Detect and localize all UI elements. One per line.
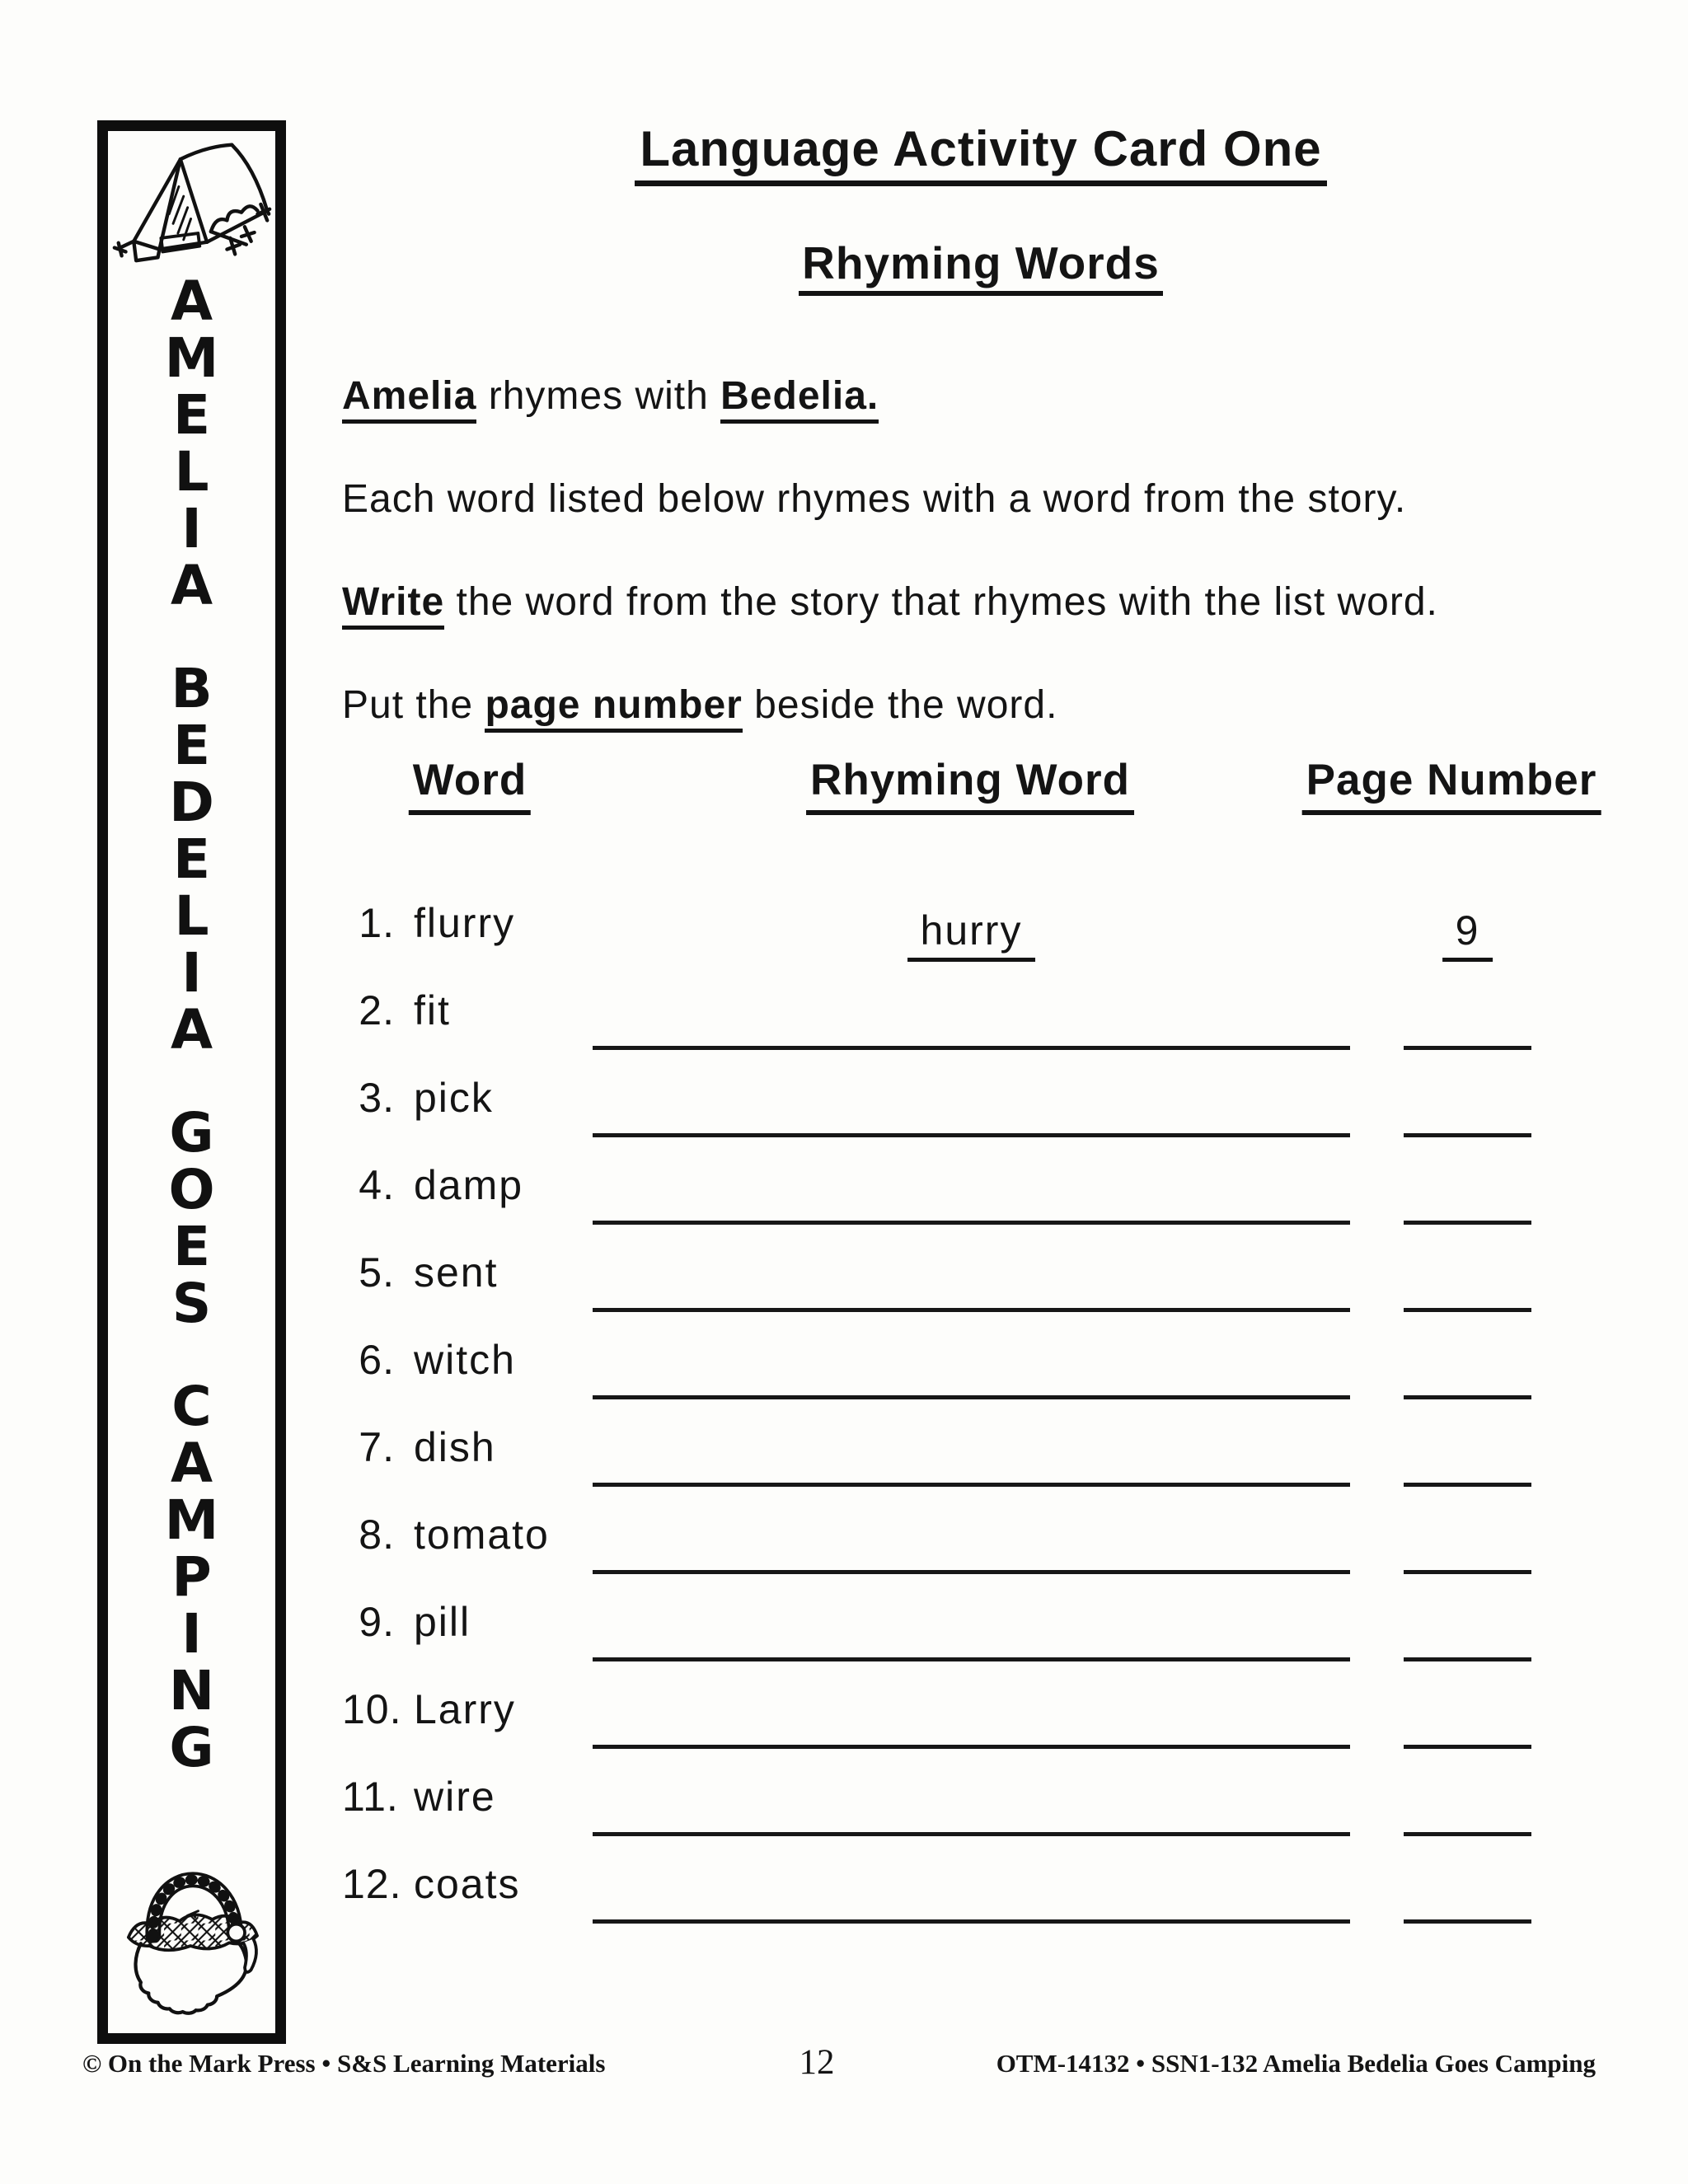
rhyming-word-field: [593, 1506, 1350, 1574]
vertical-letter: A: [170, 269, 213, 333]
vertical-letter: E: [172, 714, 211, 777]
vertical-letter: E: [172, 827, 211, 891]
table-row: [342, 1506, 1628, 1582]
picnic-basket-icon: [108, 1816, 275, 2028]
list-word: wire: [414, 1774, 496, 1820]
vertical-word: [108, 657, 275, 1062]
row-number: 3.: [359, 1075, 395, 1121]
list-word: witch: [414, 1337, 516, 1383]
row-number: 9.: [359, 1599, 395, 1645]
rhyming-word-field: [593, 1244, 1350, 1312]
instruction-line-1: Amelia rhymes with Bedelia.: [342, 373, 1628, 419]
page-number-field: [1404, 1593, 1531, 1661]
table-row: [342, 1855, 1628, 1931]
rhyming-word-field: [593, 1593, 1350, 1661]
column-header-rhyming-word: Rhyming Word: [806, 755, 1134, 815]
vertical-letter: I: [181, 497, 202, 560]
rhyming-word-field: [593, 1855, 1350, 1924]
bold-word-amelia: Amelia: [342, 374, 476, 424]
page-number-field: [1404, 1506, 1531, 1574]
vertical-letter: G: [169, 1716, 214, 1779]
row-number: 1.: [359, 900, 395, 946]
vertical-letter: E: [172, 1215, 211, 1278]
list-word: tomato: [414, 1511, 550, 1558]
footer-product-code: OTM-14132 • SSN1-132 Amelia Bedelia Goes Camping: [996, 2049, 1596, 2078]
vertical-letter: A: [170, 998, 213, 1062]
list-word: flurry: [414, 900, 516, 946]
table-row: [342, 982, 1628, 1057]
vertical-letter: A: [170, 1432, 213, 1495]
vertical-letter: N: [168, 1659, 215, 1722]
footer-copyright: © On the Mark Press • S&S Learning Materials: [82, 2049, 606, 2078]
page-number-field: [1404, 1244, 1531, 1312]
rhyming-word-field: [593, 1680, 1350, 1749]
page-number-field: [1404, 1156, 1531, 1225]
vertical-letter: D: [169, 771, 214, 834]
vertical-letter: M: [164, 1488, 219, 1552]
page-number-field: [1404, 1855, 1531, 1924]
row-number: 2.: [359, 987, 395, 1033]
column-header-word: Word: [409, 755, 531, 815]
rhyming-words-list: [342, 894, 1628, 1957]
rhyming-word-answer: hurry: [907, 907, 1036, 962]
row-number: 7.: [359, 1424, 395, 1470]
row-number: 10.: [342, 1686, 402, 1732]
rhyming-word-field: [593, 982, 1350, 1050]
vertical-word: [108, 1375, 275, 1779]
row-number: 11.: [342, 1774, 399, 1820]
table-row: [342, 1244, 1628, 1319]
rhyming-word-field: [593, 1418, 1350, 1487]
row-number: 4.: [359, 1162, 395, 1208]
list-word: pick: [414, 1075, 494, 1121]
page-number-field: [1404, 1768, 1531, 1836]
rhyming-word-field: [593, 1156, 1350, 1225]
list-word: fit: [414, 987, 451, 1033]
tent-icon: [108, 134, 275, 271]
page-number-field: [1404, 894, 1531, 958]
table-row: [342, 1768, 1628, 1844]
vertical-letter: A: [170, 554, 213, 617]
bold-word-write: Write: [342, 580, 444, 630]
table-row: [342, 1331, 1628, 1407]
page-number-field: [1404, 1418, 1531, 1487]
instruction-line-4: Put the page number beside the word.: [342, 682, 1628, 728]
bold-word-bedelia: Bedelia.: [720, 374, 879, 424]
instruction-line-2: Each word listed below rhymes with a word from the story.: [342, 477, 1407, 521]
rhyming-word-field: [593, 1768, 1350, 1836]
vertical-letter: I: [181, 1602, 202, 1666]
page-number-field: [1404, 1680, 1531, 1749]
row-number: 5.: [359, 1249, 395, 1296]
row-number: 6.: [359, 1337, 395, 1383]
instruction-line-3: Write the word from the story that rhymes with the list word.: [342, 579, 1628, 625]
table-row: [342, 894, 1628, 970]
page-number-answer: 9: [1442, 907, 1493, 962]
list-word: sent: [414, 1249, 499, 1296]
activity-subtitle: Rhyming Words: [799, 237, 1163, 296]
vertical-letter: E: [172, 383, 211, 447]
book-title-banner: [97, 120, 286, 2044]
vertical-book-title: [108, 269, 275, 1779]
vertical-letter: C: [171, 1375, 212, 1438]
row-number: 8.: [359, 1511, 395, 1558]
vertical-word: [108, 1101, 275, 1335]
table-row: [342, 1593, 1628, 1669]
list-word: damp: [414, 1162, 524, 1208]
page-number-field: [1404, 1069, 1531, 1137]
table-row: [342, 1069, 1628, 1145]
rhyming-word-field: [593, 1069, 1350, 1137]
vertical-word: [108, 269, 275, 617]
page-number-field: [1404, 1331, 1531, 1399]
page-title: Language Activity Card One: [635, 121, 1326, 186]
table-row: [342, 1680, 1628, 1756]
vertical-letter: O: [168, 1158, 215, 1221]
vertical-letter: I: [181, 941, 202, 1005]
row-number: 12.: [342, 1861, 402, 1907]
vertical-letter: L: [174, 884, 209, 948]
table-row: [342, 1418, 1628, 1494]
page-number-field: [1404, 982, 1531, 1050]
vertical-letter: B: [171, 657, 213, 720]
list-word: coats: [414, 1861, 521, 1907]
table-row: [342, 1156, 1628, 1232]
vertical-letter: L: [174, 440, 209, 504]
vertical-letter: G: [169, 1101, 214, 1165]
rhyming-word-field: [593, 1331, 1350, 1399]
list-word: dish: [414, 1424, 496, 1470]
list-word: Larry: [414, 1686, 516, 1732]
footer-page-number: 12: [799, 2043, 835, 2082]
rhyming-word-field: [593, 894, 1350, 958]
vertical-letter: M: [164, 326, 219, 390]
vertical-letter: S: [171, 1272, 212, 1335]
column-header-page-number: Page Number: [1302, 755, 1601, 815]
list-word: pill: [414, 1599, 471, 1645]
vertical-letter: P: [171, 1545, 212, 1609]
bold-words-page-number: page number: [485, 683, 742, 733]
